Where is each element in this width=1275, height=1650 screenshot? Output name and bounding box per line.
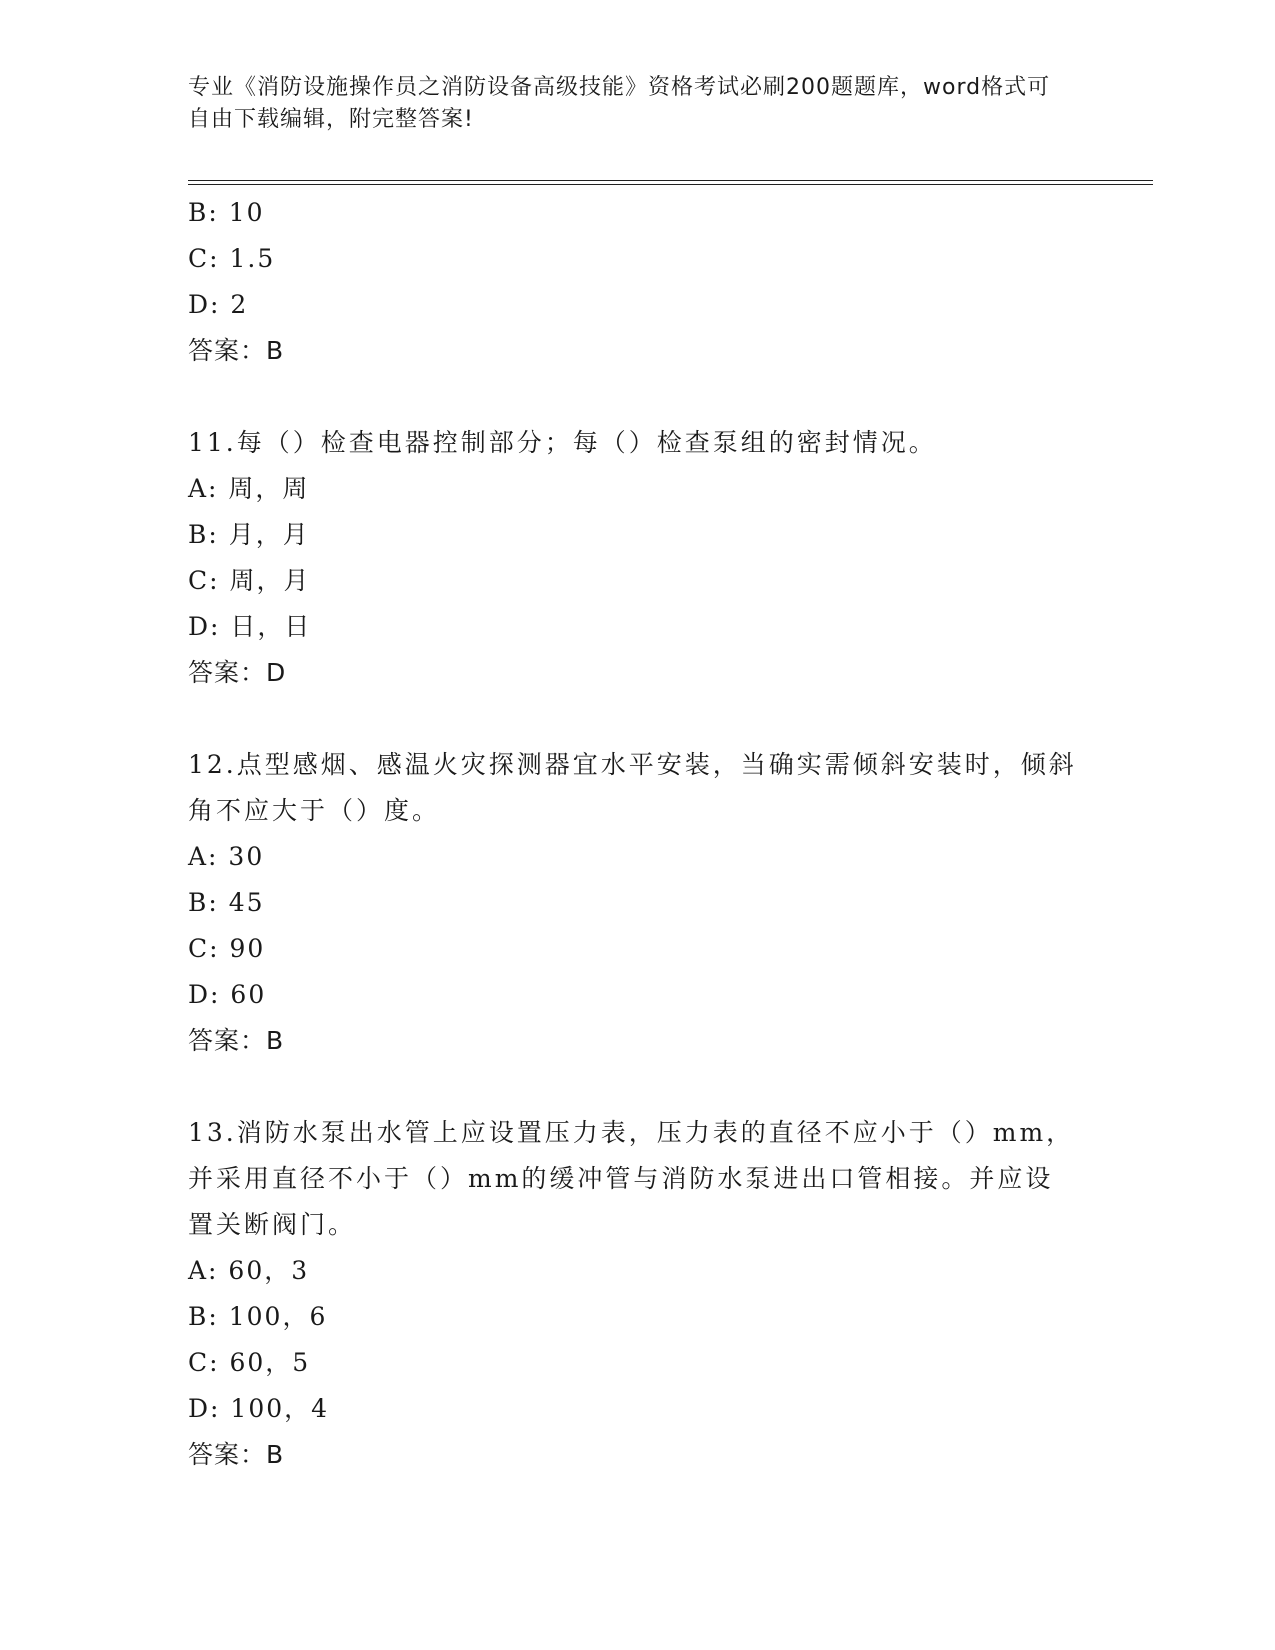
answer-line: 答案：D [188,658,287,687]
option-d: D: 100，4 [188,1394,330,1423]
option-b: B: 10 [188,198,265,227]
option-c: C: 90 [188,934,266,963]
option-c: C: 60，5 [188,1348,311,1377]
option-d: D: 日，日 [188,612,312,641]
option-d: D: 60 [188,980,267,1009]
option-c: C: 1.5 [188,244,276,273]
question-block-10-tail [188,190,1078,374]
option-a: A: 60，3 [188,1256,310,1285]
question-block-13 [188,1110,1078,1478]
answer-line: 答案：B [188,1026,285,1055]
option-b: B: 月，月 [188,520,310,549]
question-text: 12.点型感烟、感温火灾探测器宜水平安装，当确实需倾斜安装时，倾斜角不应大于（）度。 [188,750,1077,825]
answer-line: 答案：B [188,1440,285,1469]
header-divider-bottom [188,184,1153,185]
option-b: B: 45 [188,888,265,917]
document-header: 专业《消防设施操作员之消防设备高级技能》资格考试必刷200题题库，word格式可自由下载编辑，附完整答案! [188,75,1051,132]
header-divider-top [188,180,1153,181]
option-c: C: 周，月 [188,566,311,595]
option-a: A: 30 [188,842,265,871]
question-block-11 [188,420,1078,696]
option-b: B: 100，6 [188,1302,328,1331]
document-body [188,190,1078,1478]
question-text: 11.每（）检查电器控制部分；每（）检查泵组的密封情况。 [188,428,937,457]
question-text: 13.消防水泵出水管上应设置压力表，压力表的直径不应小于（）mm，并采用直径不小于（）mm的缓冲管与消防水泵进出口管相接。并应设置关断阀门。 [188,1118,1075,1239]
question-block-12 [188,742,1078,1064]
answer-line: 答案：B [188,336,285,365]
option-a: A: 周，周 [188,474,310,503]
option-d: D: 2 [188,290,249,319]
